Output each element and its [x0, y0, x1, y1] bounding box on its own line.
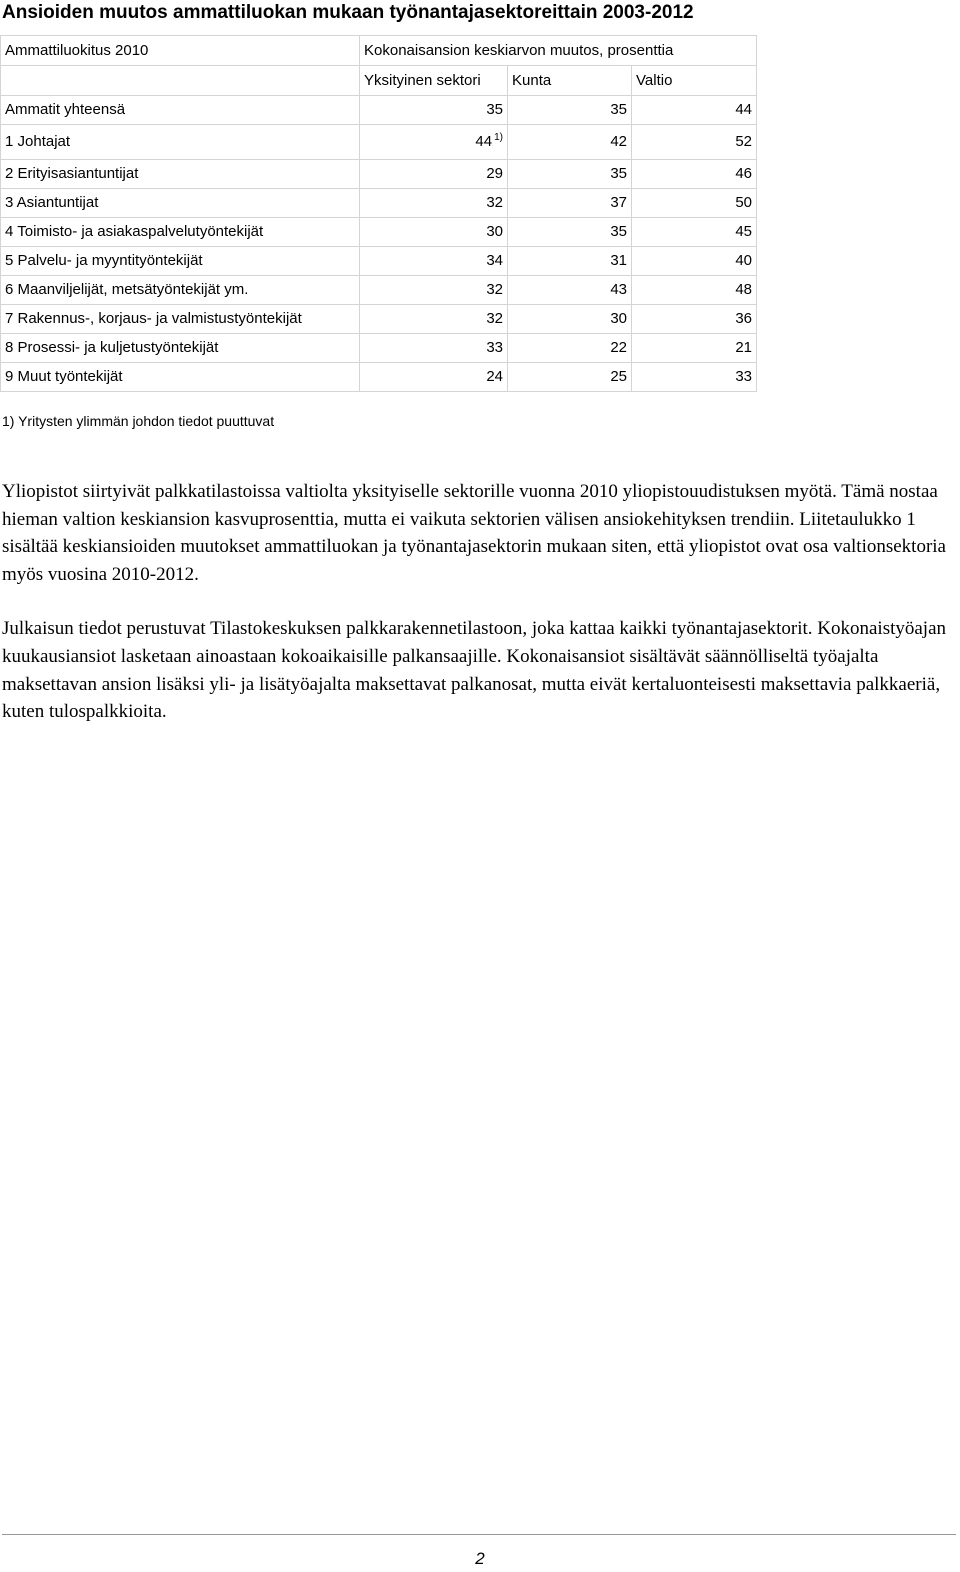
state-value: 48	[632, 276, 757, 305]
state-value: 36	[632, 305, 757, 334]
private-sector-value: 32	[360, 276, 508, 305]
table-footnote: 1) Yritysten ylimmän johdon tiedot puuttuvat	[2, 413, 275, 429]
occupation-label: Ammatit yhteensä	[1, 96, 360, 125]
table-header-row	[1, 36, 757, 66]
occupation-label: 2 Erityisasiantuntijat	[1, 160, 360, 189]
table-row	[1, 334, 757, 363]
earnings-table	[0, 35, 757, 392]
municipal-value: 37	[508, 189, 632, 218]
private-sector-value	[360, 125, 508, 160]
municipal-value: 35	[508, 218, 632, 247]
footer-divider	[2, 1534, 956, 1535]
column-header-row	[1, 66, 757, 96]
column-header-private: Yksityinen sektori	[360, 66, 508, 96]
group-header: Kokonaisansion keskiarvon muutos, prosenttia	[360, 36, 757, 66]
private-sector-value: 34	[360, 247, 508, 276]
occupation-label: 8 Prosessi- ja kuljetustyöntekijät	[1, 334, 360, 363]
municipal-value: 22	[508, 334, 632, 363]
private-sector-value: 24	[360, 363, 508, 392]
paragraph: Yliopistot siirtyivät palkkatilastoissa valtiolta yksityiselle sektorille vuonna 2010 yliopistouudistuksen myötä. Tämä nostaa hieman valtion keskiansion kasvuprosenttia, mutta ei vaikuta sektorien välisen ansiokehityksen trendiin. Liitetaulukko 1 sisältää keskiansioiden muutokset ammattiluokan ja työnantajasektorin mukaan siten, että yliopistot ovat osa valtionsektoria myös vuosina 2010-2012.	[2, 481, 946, 585]
column-header-state: Valtio	[632, 66, 757, 96]
municipal-value: 35	[508, 96, 632, 125]
private-sector-value: 33	[360, 334, 508, 363]
private-sector-value: 29	[360, 160, 508, 189]
state-value: 45	[632, 218, 757, 247]
state-value: 33	[632, 363, 757, 392]
state-value: 21	[632, 334, 757, 363]
private-sector-value: 35	[360, 96, 508, 125]
cell-value: 44	[475, 133, 493, 150]
table-row	[1, 125, 757, 160]
page-title: Ansioiden muutos ammattiluokan mukaan työnantajasektoreittain 2003-2012	[2, 2, 694, 23]
body-text	[2, 478, 958, 753]
occupation-label: 4 Toimisto- ja asiakaspalvelutyöntekijät	[1, 218, 360, 247]
table-row	[1, 160, 757, 189]
private-sector-value: 32	[360, 305, 508, 334]
occupation-label: 1 Johtajat	[1, 125, 360, 160]
state-value: 46	[632, 160, 757, 189]
table-row	[1, 363, 757, 392]
municipal-value: 30	[508, 305, 632, 334]
row-header-label: Ammattiluokitus 2010	[1, 36, 360, 66]
table-row	[1, 305, 757, 334]
table-row	[1, 218, 757, 247]
table-row	[1, 247, 757, 276]
occupation-label: 9 Muut työntekijät	[1, 363, 360, 392]
paragraph: Julkaisun tiedot perustuvat Tilastokeskuksen palkkarakennetilastoon, joka kattaa kaikki työnantajasektorit. Kokonaistyöajan kuukausiansiot lasketaan ainoastaan kokoaikaisille palkansaajille. Kokonaisansiot sisältävät säännölliseltä työajalta maksettavan ansion lisäksi yli- ja lisätyöajalta maksettavat palkanosat, mutta eivät kertaluonteisesti maksettavia palkkaeriä, kuten tulospalkkioita.	[2, 618, 947, 723]
municipal-value: 43	[508, 276, 632, 305]
state-value: 40	[632, 247, 757, 276]
occupation-label: 3 Asiantuntijat	[1, 189, 360, 218]
occupation-label: 6 Maanviljelijät, metsätyöntekijät ym.	[1, 276, 360, 305]
state-value: 44	[632, 96, 757, 125]
footnote-marker: 1)	[494, 132, 503, 143]
private-sector-value: 30	[360, 218, 508, 247]
table-row	[1, 96, 757, 125]
municipal-value: 25	[508, 363, 632, 392]
column-header-empty	[1, 66, 360, 96]
table-row	[1, 189, 757, 218]
municipal-value: 42	[508, 125, 632, 160]
state-value: 52	[632, 125, 757, 160]
municipal-value: 35	[508, 160, 632, 189]
table-row	[1, 276, 757, 305]
municipal-value: 31	[508, 247, 632, 276]
occupation-label: 5 Palvelu- ja myyntityöntekijät	[1, 247, 360, 276]
state-value: 50	[632, 189, 757, 218]
column-header-municipal: Kunta	[508, 66, 632, 96]
private-sector-value: 32	[360, 189, 508, 218]
occupation-label: 7 Rakennus-, korjaus- ja valmistustyöntekijät	[1, 305, 360, 334]
page-number: 2	[475, 1549, 485, 1568]
